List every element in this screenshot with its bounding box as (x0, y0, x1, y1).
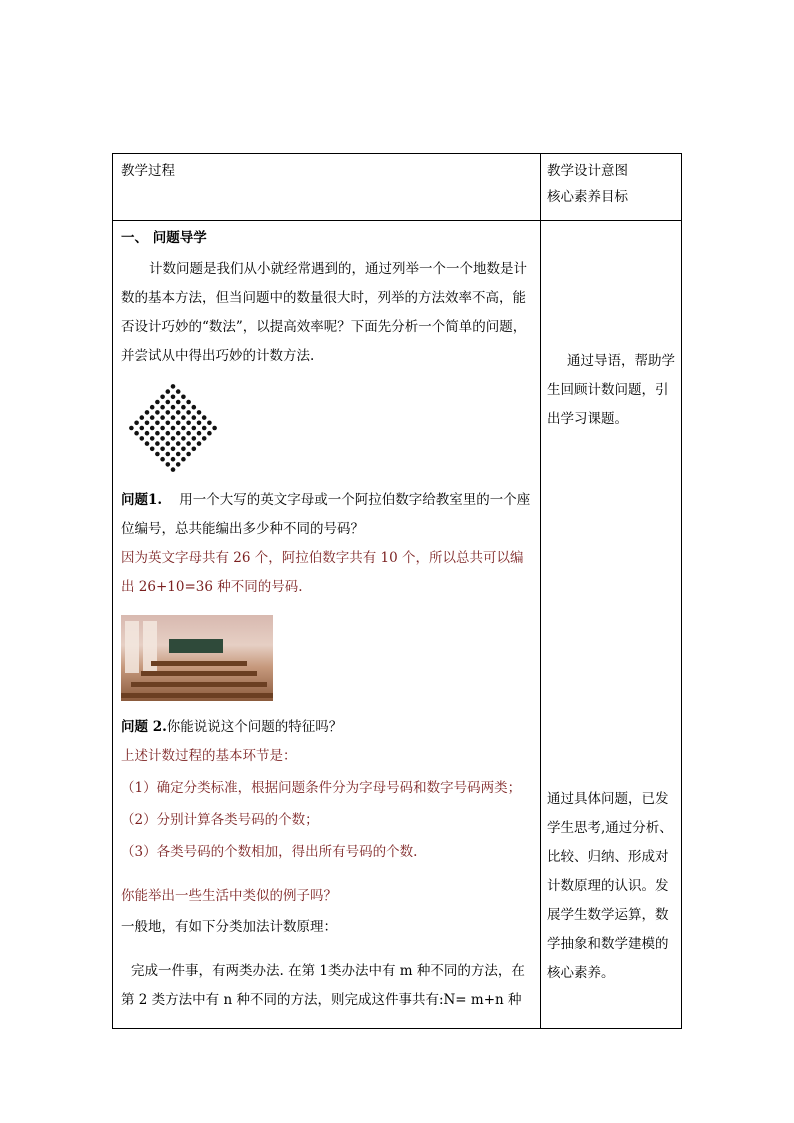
diamond-dot (134, 431, 139, 436)
diamond-dot (202, 415, 207, 420)
diamond-dot (171, 426, 176, 431)
design-note-1: 通过导语，帮助学生回顾计数问题，引出学习课题。 (547, 353, 675, 427)
header-right-line-2: 核心素养目标 (547, 189, 628, 205)
diamond-dot (197, 410, 202, 415)
diamond-dot (186, 410, 191, 415)
diamond-dot (150, 426, 155, 431)
diamond-dot (197, 421, 202, 426)
diamond-dot (176, 462, 181, 467)
diamond-dot (171, 436, 176, 441)
diamond-dot (181, 457, 186, 462)
diamond-dot (129, 426, 134, 431)
diamond-dot (134, 421, 139, 426)
diamond-dot (155, 421, 160, 426)
diamond-dot (176, 410, 181, 415)
diamond-dot (166, 452, 171, 457)
diamond-dot (166, 389, 171, 394)
header-left-text: 教学过程 (121, 163, 175, 179)
step-1: （1）确定分类标准，根据问题条件分为字母号码和数字号码两类； (121, 780, 522, 796)
diamond-dot (171, 447, 176, 452)
diamond-dot (202, 436, 207, 441)
diamond-dot (171, 405, 176, 410)
diamond-dot (171, 415, 176, 420)
diamond-dot (160, 447, 165, 452)
diamond-dot (202, 426, 207, 431)
diamond-dot (176, 421, 181, 426)
diamond-dot (155, 452, 160, 457)
diamond-dot (186, 431, 191, 436)
diamond-dot (212, 426, 217, 431)
diamond-dot (192, 436, 197, 441)
diamond-dot (181, 426, 186, 431)
question-2-label: 问题 2. (121, 719, 167, 735)
question-1-label: 问题1. (121, 492, 163, 508)
diamond-dot (160, 405, 165, 410)
dot-diamond-figure (123, 381, 223, 475)
diamond-dot (155, 410, 160, 415)
diamond-dot (166, 462, 171, 467)
diamond-dot (145, 431, 150, 436)
step-3: （3）各类号码的个数相加，得出所有号码的个数. (121, 844, 418, 860)
diamond-dot (181, 436, 186, 441)
examples-question: 你能举出一些生活中类似的例子吗？ (121, 888, 337, 904)
diamond-dot (176, 431, 181, 436)
diamond-dot (140, 436, 145, 441)
diamond-dot (145, 421, 150, 426)
diamond-dot (166, 441, 171, 446)
design-note-2: 通过具体问题，已发学生思考,通过分析、比较、归纳、形成对计数原理的认识。发展学生数学运算，数学抽象和数学建模的核心素养。 (547, 791, 673, 981)
teaching-process-cell (113, 221, 541, 1029)
intro-paragraph: 计数问题是我们从小就经常遇到的，通过列举一个一个地数是计数的基本方法，但当问题中的数量很大时，列举的方法效率不高，能否设计巧妙的“数法”，以提高效率呢？下面先分析一个简单的问题，并尝试从中得出巧妙的计数方法. (121, 261, 527, 364)
diamond-dot (140, 415, 145, 420)
diamond-dot (181, 415, 186, 420)
diamond-dot (166, 431, 171, 436)
design-intent-cell (541, 221, 682, 1029)
diamond-dot (166, 421, 171, 426)
principle-intro: 一般地，有如下分类加法计数原理： (121, 919, 337, 935)
diamond-dot (145, 410, 150, 415)
diamond-dot (171, 395, 176, 400)
diamond-dot (160, 457, 165, 462)
header-teaching-process (113, 154, 541, 221)
diamond-dot (166, 400, 171, 405)
diamond-dot (186, 441, 191, 446)
diamond-dot (150, 405, 155, 410)
diamond-dot (171, 384, 176, 389)
diamond-dot (171, 467, 176, 472)
diamond-dot (160, 426, 165, 431)
diamond-dot (197, 441, 202, 446)
diamond-dot (160, 436, 165, 441)
steps-title: 上述计数过程的基本环节是： (121, 748, 297, 764)
principle-statement: 完成一件事，有两类办法. 在第 1类办法中有 m 种不同的方法，在第 2 类方法中有 n 种不同的方法，则完成这件事共有:N= m+n 种 (121, 963, 525, 1008)
diamond-dot (192, 415, 197, 420)
diamond-dot (197, 431, 202, 436)
diamond-dot (145, 441, 150, 446)
diamond-dot (150, 436, 155, 441)
header-right-line-1: 教学设计意图 (547, 163, 628, 179)
diamond-dot (171, 457, 176, 462)
diamond-dot (140, 426, 145, 431)
diamond-dot (192, 426, 197, 431)
section-title: 一、 问题导学 (121, 230, 207, 246)
diamond-dot (186, 400, 191, 405)
diamond-dot (176, 452, 181, 457)
diamond-dot (181, 395, 186, 400)
question-1 (121, 486, 535, 544)
diamond-dot (155, 441, 160, 446)
diamond-dot (192, 447, 197, 452)
diamond-dot (207, 421, 212, 426)
diamond-dot (176, 400, 181, 405)
header-design-intent (541, 154, 682, 221)
question-2-text: 你能说说这个问题的特征吗？ (166, 719, 343, 735)
diamond-dot (150, 415, 155, 420)
diamond-dot (181, 405, 186, 410)
diamond-dot (150, 447, 155, 452)
diamond-dot (166, 410, 171, 415)
classroom-photo (121, 615, 273, 701)
diamond-dot (186, 452, 191, 457)
question-1-answer: 因为英文字母共有 26 个，阿拉伯数字共有 10 个，所以总共可以编出 26+10=36 种不同的号码. (121, 550, 524, 595)
diamond-dot (176, 441, 181, 446)
diamond-dot (160, 415, 165, 420)
diamond-dot (181, 447, 186, 452)
diamond-dot (155, 400, 160, 405)
diamond-dot (186, 421, 191, 426)
diamond-dot (207, 431, 212, 436)
question-2 (121, 713, 535, 742)
question-1-text: 用一个大写的英文字母或一个阿拉伯数字给教室里的一个座位编号，总共能编出多少种不同的号码？ (121, 492, 531, 537)
diamond-dot (192, 405, 197, 410)
diamond-dot (160, 395, 165, 400)
lesson-table (112, 153, 682, 1029)
diamond-dot (155, 431, 160, 436)
diamond-dot (176, 389, 181, 394)
step-2: （2）分别计算各类号码的个数； (121, 812, 319, 828)
